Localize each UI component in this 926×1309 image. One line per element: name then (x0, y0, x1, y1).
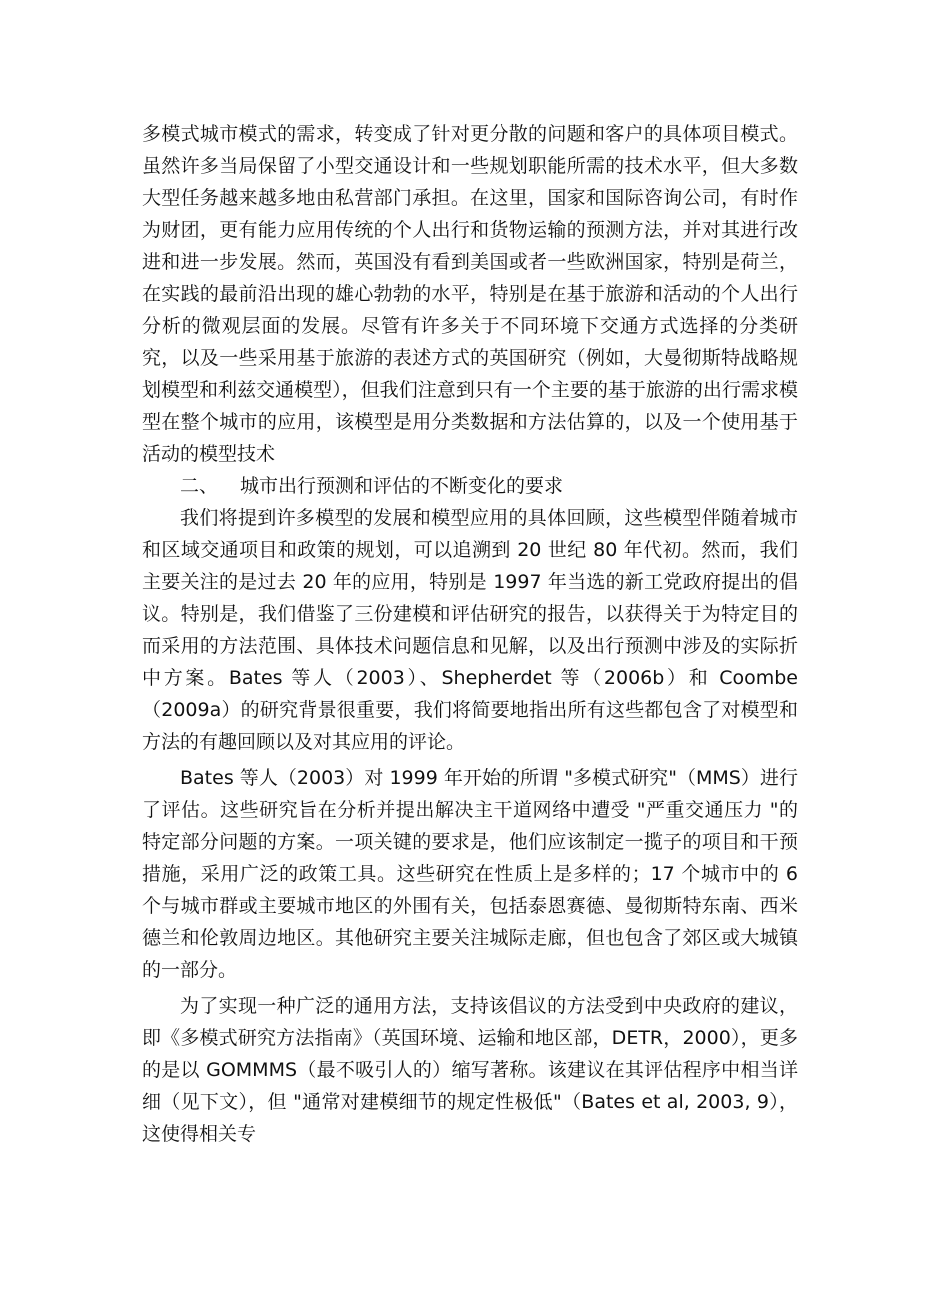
body-paragraph-3: Bates 等人（2003）对 1999 年开始的所谓 "多模式研究"（MMS）进行了评估。这些研究旨在分析并提出解决主干道网络中遭受 "严重交通压力 "的特定部分问题的方案。一项关键的要求是，他们应该制定一揽子的项目和干预措施，采用广泛的政策工具。这些研究在性质上是多样的；17 个城市中的 6 个与城市群或主要城市地区的外围有关，包括泰恩赛德、曼彻斯特东南、西米德兰和伦敦周边地区。其他研究主要关注城际走廊，但也包含了郊区或大城镇的一部分。 (142, 767, 798, 981)
section-number: 二、 (180, 475, 219, 497)
body-paragraph-1: 多模式城市模式的需求，转变成了针对更分散的问题和客户的具体项目模式。虽然许多当局保留了小型交通设计和一些规划职能所需的技术水平，但大多数大型任务越来越多地由私营部门承担。在这里，国家和国际咨询公司，有时作为财团，更有能力应用传统的个人出行和货物运输的预测方法，并对其进行改进和进一步发展。然而，英国没有看到美国或者一些欧洲国家，特别是荷兰，在实践的最前沿出现的雄心勃勃的水平，特别是在基于旅游和活动的个人出行分析的微观层面的发展。尽管有许多关于不同环境下交通方式选择的分类研究，以及一些采用基于旅游的表述方式的英国研究（例如，大曼彻斯特战略规划模型和利兹交通模型），但我们注意到只有一个主要的基于旅游的出行需求模型在整个城市的应用，该模型是用分类数据和方法估算的，以及一个使用基于活动的模型技术 (142, 123, 798, 465)
section-heading (142, 470, 798, 502)
section-title: 城市出行预测和评估的不断变化的要求 (240, 475, 564, 497)
body-paragraph-4: 为了实现一种广泛的通用方法，支持该倡议的方法受到中央政府的建议，即《多模式研究方法指南》（英国环境、运输和地区部，DETR，2000），更多的是以 GOMMMS（最不吸引人的）缩写著称。该建议在其评估程序中相当详细（见下文），但 "通常对建模细节的规定性极低"（Bates et al, 2003, 9），这使得相关专 (142, 995, 798, 1145)
document-page (142, 118, 798, 1150)
body-paragraph-2: 我们将提到许多模型的发展和模型应用的具体回顾，这些模型伴随着城市和区域交通项目和政策的规划，可以追溯到 20 世纪 80 年代初。然而，我们主要关注的是过去 20 年的应用，特别是 1997 年当选的新工党政府提出的倡议。特别是，我们借鉴了三份建模和评估研究的报告，以获得关于为特定目的而采用的方法范围、具体技术问题信息和见解，以及出行预测中涉及的实际折中方案。Bates 等人（2003）、Shepherdet 等（2006b）和 Coombe（2009a）的研究背景很重要，我们将简要地指出所有这些都包含了对模型和方法的有趣回顾以及对其应用的评论。 (142, 507, 798, 753)
